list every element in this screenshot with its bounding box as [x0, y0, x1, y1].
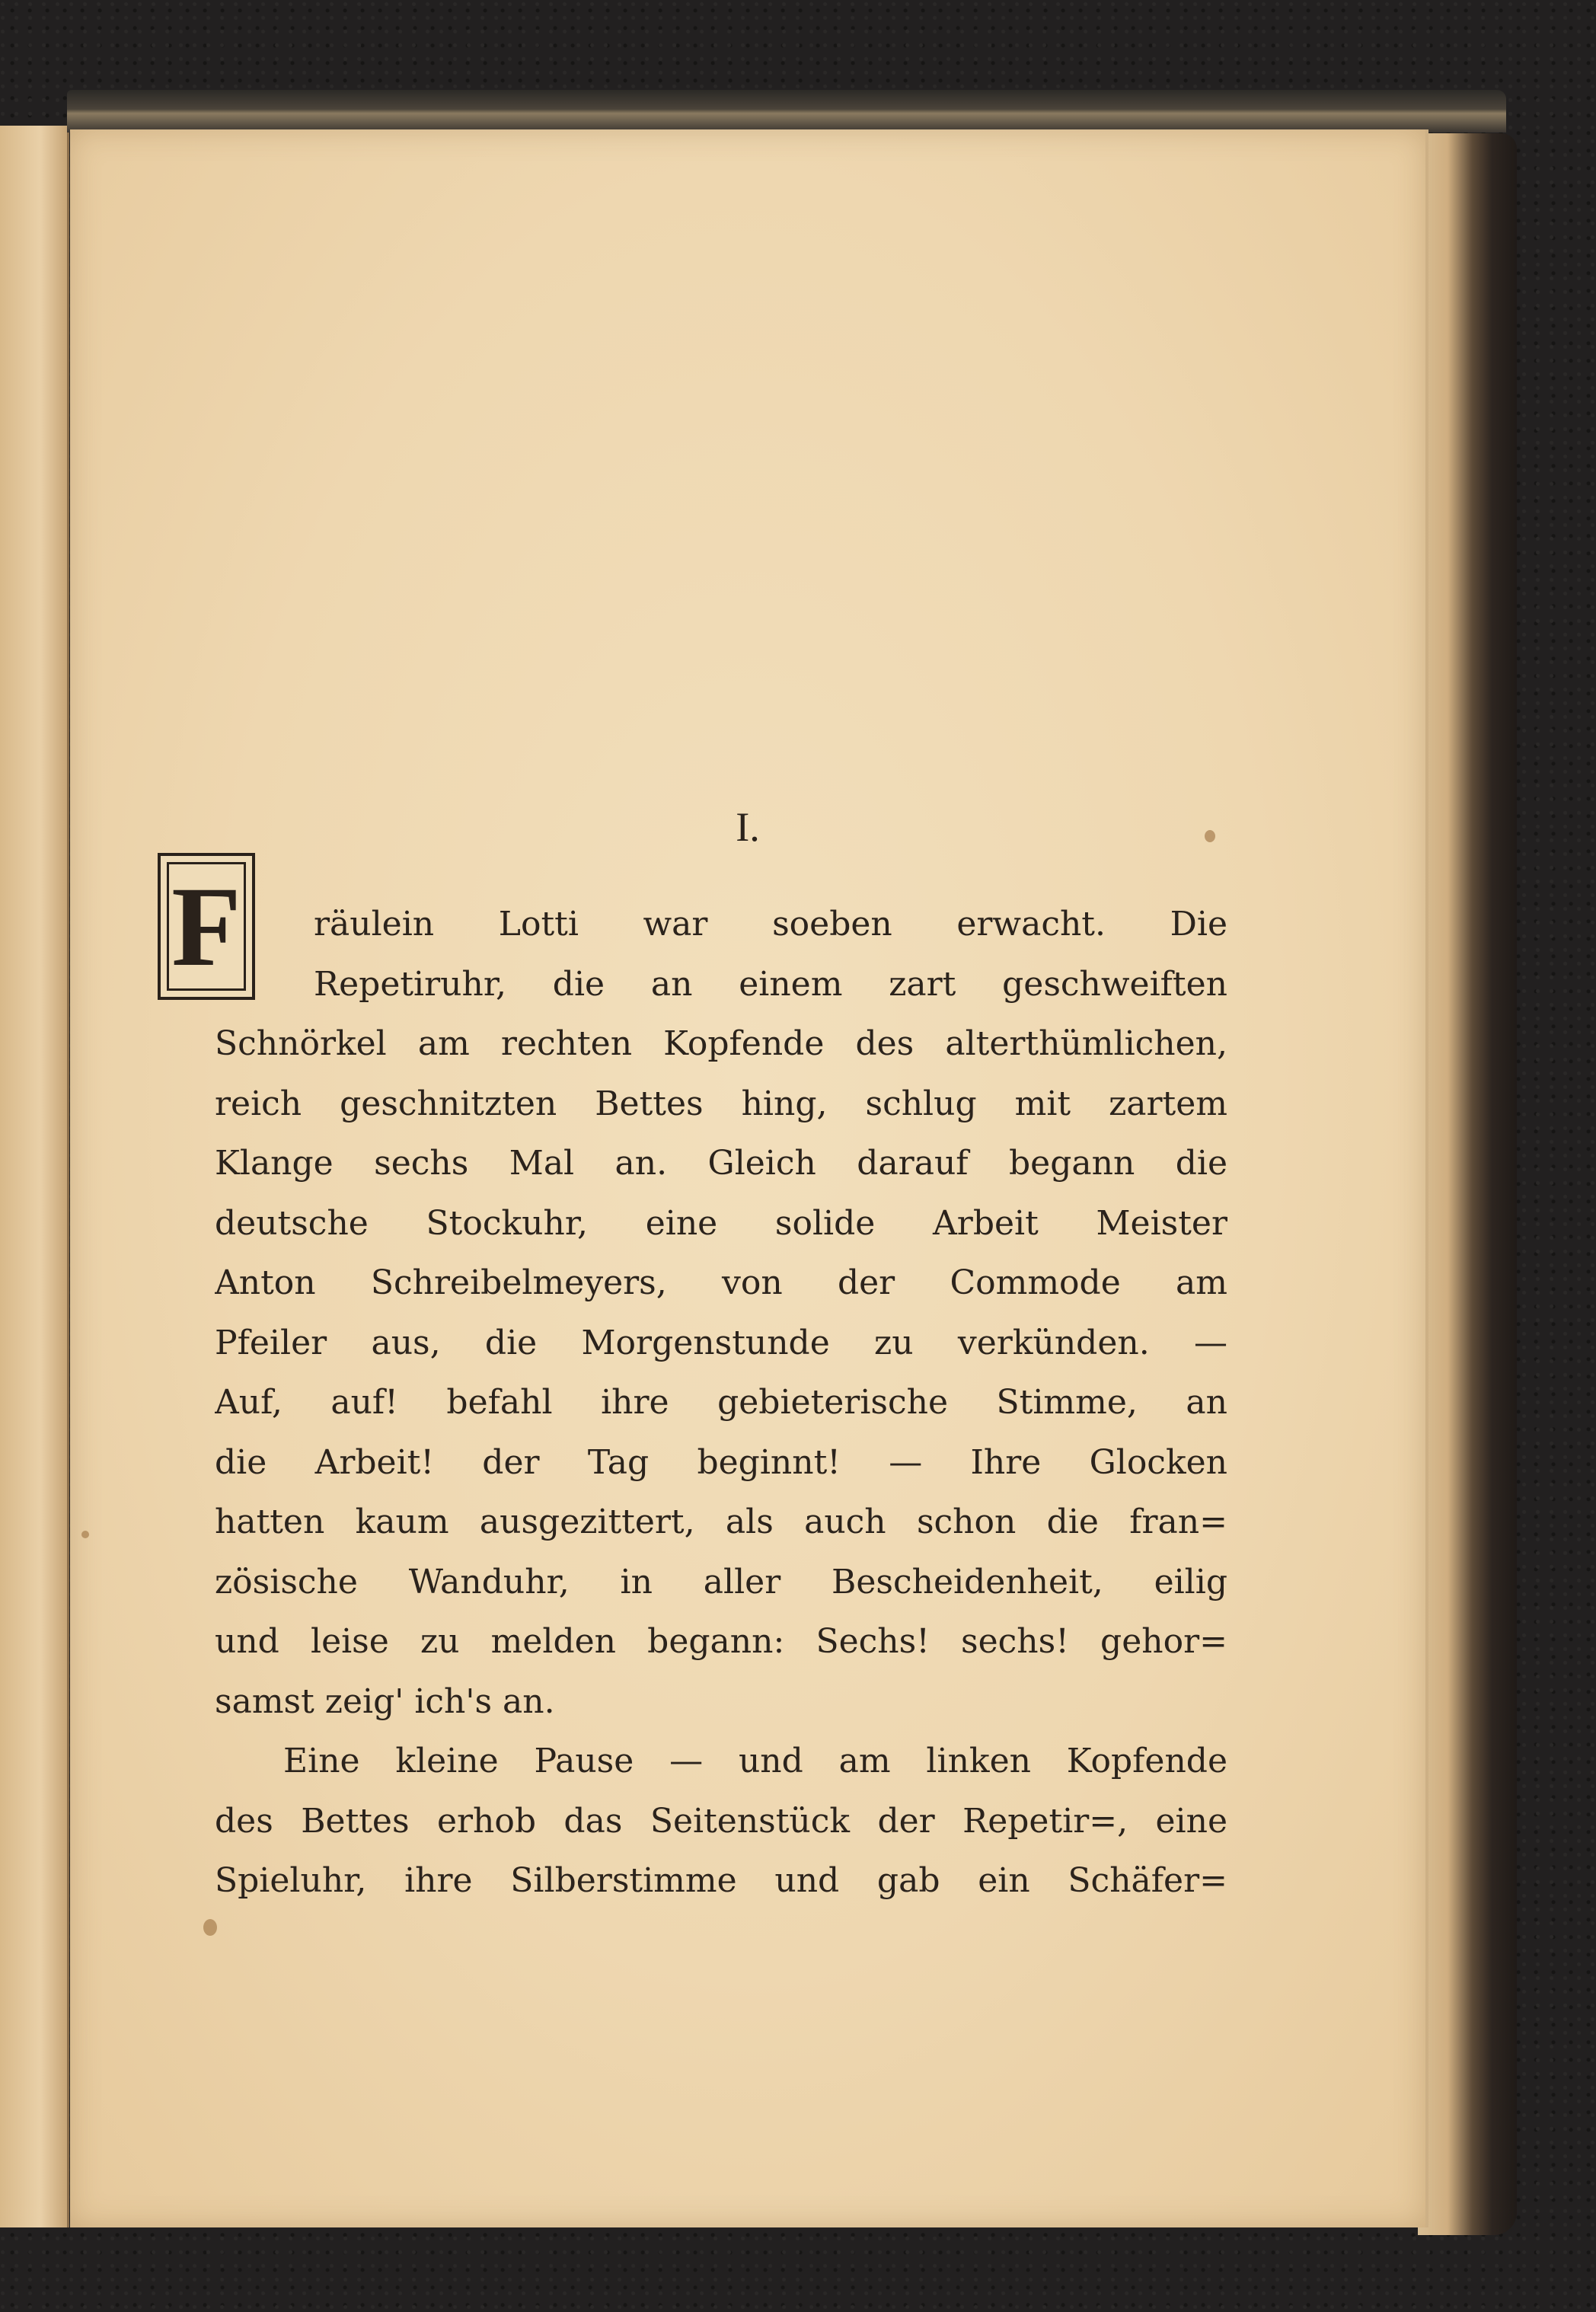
text-line: Spieluhr, ihre Silberstimme und gab ein Schäfer=: [215, 1861, 1227, 1900]
chapter-heading: I.: [736, 804, 760, 850]
text-line: hatten kaum ausgezittert, als auch schon die fran=: [215, 1502, 1227, 1541]
text-line: reich geschnitzten Bettes hing, schlug mit zartem: [215, 1084, 1227, 1123]
paragraph-1: [215, 895, 1227, 1732]
body-text: [215, 895, 1227, 1911]
paragraph-2: [215, 1732, 1227, 1911]
page-stack-edge: [1418, 133, 1517, 2235]
text-line: die Arbeit! der Tag beginnt! — Ihre Glocken: [215, 1442, 1227, 1482]
text-line: samst zeig' ich's an.: [215, 1681, 555, 1721]
text-line: und leise zu melden begann: Sechs! sechs! gehor=: [215, 1622, 1227, 1661]
paper-speck: [81, 1531, 89, 1538]
drop-cap-letter: F: [171, 863, 241, 990]
text-line: Schnörkel am rechten Kopfende des alterthümlichen,: [215, 1024, 1227, 1063]
text-line: zösische Wanduhr, in aller Bescheidenheit, eilig: [215, 1562, 1227, 1601]
book-spine-top: [67, 90, 1506, 133]
facing-page-edge: [0, 126, 69, 2227]
text-line: des Bettes erhob das Seitenstück der Repetir=, eine: [215, 1801, 1227, 1841]
text-line: Eine kleine Pause — und am linken Kopfende: [283, 1742, 1227, 1780]
text-line: Klange sechs Mal an. Gleich darauf begann die: [215, 1144, 1227, 1183]
text-line: räulein Lotti war soeben erwacht. Die: [314, 905, 1227, 944]
text-line: Pfeiler aus, die Morgenstunde zu verkünden. —: [215, 1323, 1227, 1362]
text-line: Repetiruhr, die an einem zart geschweiften: [314, 964, 1227, 1004]
book-page: [70, 129, 1428, 2227]
paper-speck: [203, 1919, 217, 1936]
text-line: deutsche Stockuhr, eine solide Arbeit Meister: [215, 1203, 1227, 1243]
text-line: Anton Schreibelmeyers, von der Commode am: [215, 1263, 1227, 1302]
text-line: Auf, auf! befahl ihre gebieterische Stimme, an: [215, 1383, 1227, 1422]
